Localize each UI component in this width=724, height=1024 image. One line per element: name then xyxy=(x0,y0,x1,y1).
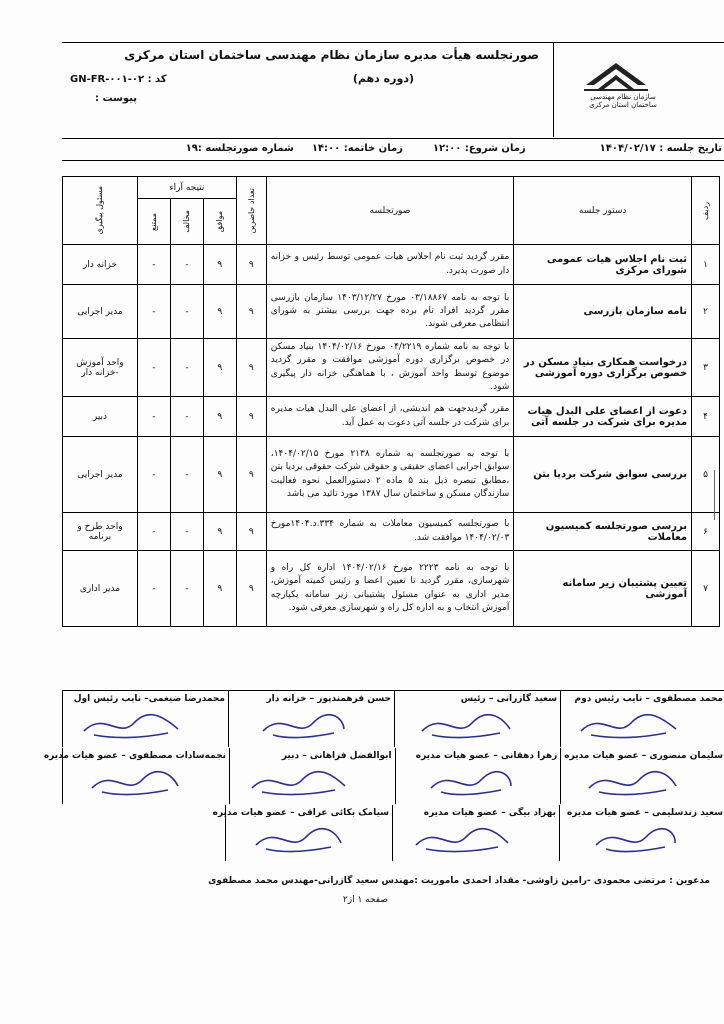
table-row xyxy=(63,513,720,551)
end-time: زمان خاتمه: ۱۴:۰۰ xyxy=(311,142,403,154)
minutes-number: شماره صورتجلسه :۱۹ xyxy=(185,142,294,154)
signatory-name: محمدرضا ضیغمی– نایب رئیس اول xyxy=(73,694,225,704)
row-number-cell: ۳ xyxy=(692,339,720,397)
abstain-cell: - xyxy=(137,285,170,339)
agenda-cell: نامه سازمان بازرسی xyxy=(514,285,692,339)
handwritten-signature-icon xyxy=(571,709,691,743)
row-number-cell: ۱ xyxy=(692,245,720,285)
signatory-name: ابوالفضل فراهانی – دبیر xyxy=(281,751,392,761)
abstain-cell: - xyxy=(137,551,170,627)
table-row xyxy=(63,551,720,627)
doc-code xyxy=(70,74,167,85)
agree-cell: ۹ xyxy=(203,551,236,627)
signature-cell xyxy=(394,691,560,747)
attendees-cell: ۹ xyxy=(236,285,266,339)
disagree-cell: - xyxy=(170,339,203,397)
logo-text: سازمان نظام مهندسی ساختمان استان مرکزی xyxy=(589,93,657,109)
followup-cell: مدیر اداری xyxy=(63,551,138,627)
abstain-cell: - xyxy=(137,397,170,437)
agenda-cell: تعیین پشتیبان زیر سامانه آموزشی xyxy=(514,551,692,627)
minutes-cell: با توجه به صورتجلسه به شماره ۲۱۳۸ مورخ ۱۴۰۴/۰۲/۱۵، سوابق اجرایی اعضای حقیقی و حقوقی شرکت حقوقی بردیا بتن ،مطابق تبصره ذیل بند ۵ ماده ۲ دستورالعمل نحوه فعالیت سازندگان مسکن و ساختمان سال ۱۳۸۷ مورد تائید می باشد xyxy=(266,437,514,513)
handwritten-signature-icon xyxy=(240,766,360,800)
code-value: GN-FR-۰۰۱-۰۲ xyxy=(70,74,145,85)
disagree-cell: - xyxy=(170,513,203,551)
attachment-label: پیوست : xyxy=(95,93,138,104)
handwritten-signature-icon xyxy=(571,766,691,800)
followup-cell: واحد آموزش -خزانه دار xyxy=(63,339,138,397)
invitees-line: مدعوین : مرتضی محمودی -رامین زاوشی- مقداد احمدی ماموریت :مهندس سعید گازرانی-مهندس محمد مصطفوی xyxy=(208,876,710,886)
meeting-meta xyxy=(62,136,724,161)
agree-cell: ۹ xyxy=(203,513,236,551)
minutes-cell: با صورتجلسه کمیسیون معاملات به شماره ۳۳۴.د.۱۴۰۴مورخ ۱۴۰۴/۰۲/۰۳ موافقت شد. xyxy=(266,513,514,551)
attendees-cell: ۹ xyxy=(236,397,266,437)
signatory-name: نجمه‌سادات مصطفوی – عضو هیات مدیره xyxy=(43,751,226,761)
attendees-cell: ۹ xyxy=(236,339,266,397)
disagree-cell: - xyxy=(170,437,203,513)
meeting-date: تاریخ جلسه : ۱۴۰۴/۰۲/۱۷ xyxy=(599,142,722,154)
disagree-cell: - xyxy=(170,285,203,339)
signature-section xyxy=(43,690,724,861)
minutes-cell: مقرر گردیدجهت هم اندیشی، از اعضای علی البدل هیات مدیره برای شرکت در جلسه آتی دعوت به عمل آید. xyxy=(266,397,514,437)
abstain-cell: - xyxy=(137,437,170,513)
header-agenda: دستور جلسه xyxy=(514,177,692,245)
signature-cell xyxy=(62,691,228,747)
signatory-name: سعید زندسلیمی – عضو هیات مدیره xyxy=(566,808,723,818)
margin-mark xyxy=(714,470,715,520)
handwritten-signature-icon xyxy=(73,709,193,743)
followup-cell: مدیر اجرایی xyxy=(63,285,138,339)
agenda-cell: درخواست همکاری بنیاد مسکن در خصوص برگزاری دوره آموزشی xyxy=(514,339,692,397)
handwritten-signature-icon xyxy=(406,766,526,800)
minutes-table xyxy=(62,176,720,627)
handwritten-signature-icon xyxy=(236,823,356,857)
signature-cell xyxy=(212,805,392,861)
signatory-name: زهرا دهقانی – عضو هیات مدیره xyxy=(415,751,558,761)
round-label: (دوره دهم) xyxy=(352,72,414,85)
agenda-cell: بررسی صورتجلسه کمیسیون معاملات xyxy=(514,513,692,551)
abstain-cell: - xyxy=(137,513,170,551)
followup-cell: مدیر اجرایی xyxy=(63,437,138,513)
attendees-cell: ۹ xyxy=(236,245,266,285)
handwritten-signature-icon xyxy=(570,823,690,857)
signature-cell xyxy=(560,748,724,804)
minutes-cell: با توجه به نامه شماره ۰۴/۲۲۱۹ مورخ ۱۴۰۴/۰۲/۱۶ بنیاد مسکن در خصوص برگزاری دوره آموزشی موافقت و مقرر گردید موضوع توسط واحد آموزش ، با هماهنگی خزانه دار پیگیری شود. xyxy=(266,339,514,397)
signatory-name: بهزاد بیگی – عضو هیات مدیره xyxy=(423,808,556,818)
agree-cell: ۹ xyxy=(203,339,236,397)
table-row xyxy=(63,285,720,339)
header-divider xyxy=(553,42,554,137)
signature-cell xyxy=(392,805,559,861)
row-number-cell: ۵ xyxy=(692,437,720,513)
header-minutes: صورتجلسه xyxy=(266,177,514,245)
row-number-cell: ۶ xyxy=(692,513,720,551)
row-number-cell: ۲ xyxy=(692,285,720,339)
handwritten-signature-icon xyxy=(239,709,359,743)
agree-cell: ۹ xyxy=(203,397,236,437)
signatory-name: سعید گازرانی – رئیس xyxy=(460,694,557,704)
disagree-cell: - xyxy=(170,551,203,627)
attendees-cell: ۹ xyxy=(236,551,266,627)
signatory-name: حسن فرهمندپور – خزانه دار xyxy=(266,694,391,704)
followup-cell: دبیر xyxy=(63,397,138,437)
signatory-name: محمد مصطفوی – نایب رئیس دوم xyxy=(574,694,723,704)
followup-cell: واحد طرح و برنامه xyxy=(63,513,138,551)
row-number-cell: ۷ xyxy=(692,551,720,627)
agenda-cell: بررسی سوابق شرکت بردیا بتن xyxy=(514,437,692,513)
page-title: صورتجلسه هیأت مدیره سازمان نظام مهندسی ساختمان استان مرکزی xyxy=(124,48,539,62)
signature-cell xyxy=(229,748,395,804)
table-row xyxy=(63,245,720,285)
agree-cell: ۹ xyxy=(203,437,236,513)
header-followup: مسئول پیگیری xyxy=(63,177,138,245)
row-number-cell: ۴ xyxy=(692,397,720,437)
page-number: صفحه ۱ از۲ xyxy=(342,895,388,905)
signature-cell xyxy=(559,805,724,861)
table-row xyxy=(63,437,720,513)
abstain-cell: - xyxy=(137,245,170,285)
minutes-cell: با توجه به نامه ۰۳/۱۸۸۶۷ مورخ ۱۴۰۳/۱۲/۲۷ سازمان بازرسی مقرر گردید افراد نام برده جهت بررسی بیشتر به شورای انتظامی معرفی شوند. xyxy=(266,285,514,339)
minutes-cell: مقرر گردید ثبت نام اجلاس هیات عمومی توسط رئیس و خزانه دار صورت پذیرد. xyxy=(266,245,514,285)
followup-cell: خزانه دار xyxy=(63,245,138,285)
signatory-name: سیامک بکائی عراقی – عضو هیات مدیره xyxy=(212,808,389,818)
handwritten-signature-icon xyxy=(403,823,523,857)
signature-cell xyxy=(43,748,229,804)
table-row xyxy=(63,397,720,437)
minutes-cell: با توجه به نامه ۲۲۲۳ مورخ ۱۴۰۴/۰۲/۱۶ اداره کل راه و شهرسازی، مقرر گردید تا تعیین اعضا و رئیس کمیته آموزش، مدیر اداری به عنوان مسئول پشتیبانی زیر سامانه یکپارچه آموزش انتخاب و به اداره کل راه و شهرسازی معرفی شود. xyxy=(266,551,514,627)
disagree-cell: - xyxy=(170,397,203,437)
table-row xyxy=(63,339,720,397)
disagree-cell: - xyxy=(170,245,203,285)
header-disagree: مخالف xyxy=(170,199,203,245)
organization-logo xyxy=(576,55,686,115)
abstain-cell: - xyxy=(137,339,170,397)
header-row-number: ردیف xyxy=(692,177,720,245)
signature-cell xyxy=(395,748,561,804)
agenda-cell: دعوت از اعضای علی البدل هیات مدیره برای شرکت در جلسه آتی xyxy=(514,397,692,437)
header-votes: نتیجه آراء xyxy=(137,177,236,199)
header-agree: موافق xyxy=(203,199,236,245)
signature-cell xyxy=(228,691,394,747)
agree-cell: ۹ xyxy=(203,285,236,339)
attendees-cell: ۹ xyxy=(236,513,266,551)
handwritten-signature-icon xyxy=(73,766,193,800)
handwritten-signature-icon xyxy=(405,709,525,743)
header-attendees: تعداد حاضرین xyxy=(236,177,266,245)
attendees-cell: ۹ xyxy=(236,437,266,513)
signature-row xyxy=(43,748,724,804)
code-label: کد : xyxy=(147,74,167,85)
agenda-cell: ثبت نام اجلاس هیات عمومی شورای مرکزی xyxy=(514,245,692,285)
agree-cell: ۹ xyxy=(203,245,236,285)
signature-cell xyxy=(560,691,724,747)
signatory-name: سلیمان منصوری – عضو هیات مدیره xyxy=(564,751,723,761)
header-abstain: ممتنع xyxy=(137,199,170,245)
start-time: زمان شروع: ۱۲:۰۰ xyxy=(432,142,526,154)
signature-row xyxy=(62,805,724,861)
signature-row xyxy=(62,691,724,747)
